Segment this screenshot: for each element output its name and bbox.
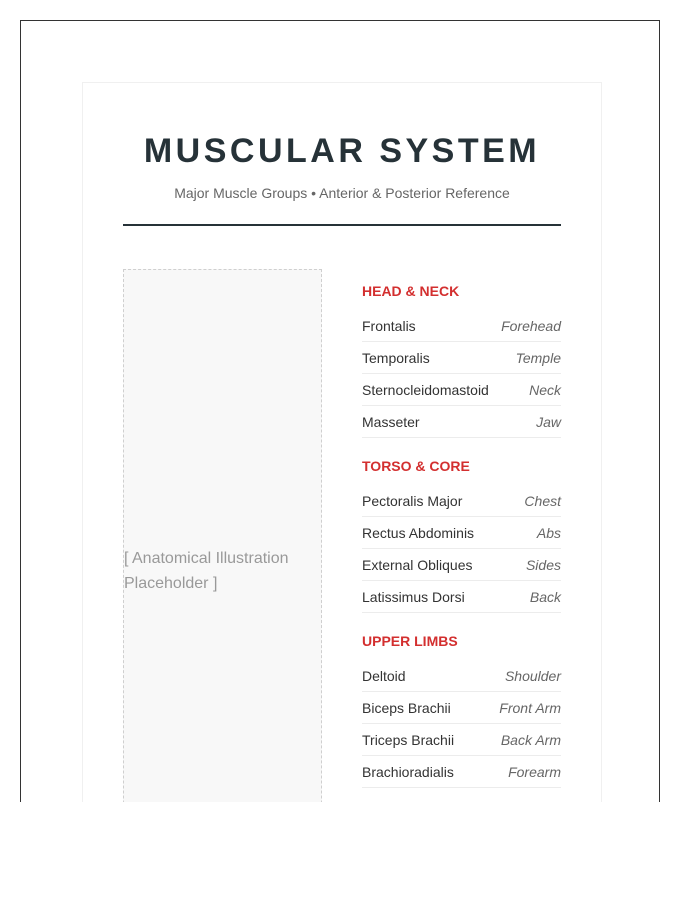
list-item	[362, 660, 561, 692]
page-title: MUSCULAR SYSTEM	[143, 132, 541, 170]
list-item	[362, 342, 561, 374]
list-item	[362, 406, 561, 438]
muscle-name: Latissimus Dorsi	[362, 588, 465, 605]
muscle-region: Back	[529, 588, 561, 605]
muscle-region: Sides	[525, 556, 561, 573]
list-item	[362, 549, 561, 581]
list-item	[362, 724, 561, 756]
header-divider	[123, 224, 561, 226]
muscle-name: Masseter	[362, 413, 420, 430]
section-torso-core	[362, 458, 561, 613]
muscle-name: Deltoid	[362, 667, 406, 684]
muscle-name: Frontalis	[362, 317, 416, 334]
muscle-name: Temporalis	[362, 349, 430, 366]
muscle-name: Sternocleidomastoid	[362, 381, 489, 398]
muscle-region: Back Arm	[500, 731, 561, 748]
section-title: HEAD & NECK	[362, 283, 460, 299]
muscle-name: Biceps Brachii	[362, 699, 451, 716]
muscle-region: Forearm	[508, 763, 561, 780]
list-item	[362, 374, 561, 406]
list-item	[362, 692, 561, 724]
muscle-name: Brachioradialis	[362, 763, 454, 780]
muscle-region: Neck	[529, 381, 561, 398]
section-upper-limbs	[362, 633, 561, 788]
muscle-name: External Obliques	[362, 556, 473, 573]
muscle-name: Rectus Abdominis	[362, 524, 475, 541]
section-title: UPPER LIMBS	[362, 633, 458, 649]
list-item	[362, 517, 561, 549]
muscle-region: Chest	[524, 492, 561, 509]
muscle-name: Pectoralis Major	[362, 492, 463, 509]
list-item	[362, 485, 561, 517]
muscle-name: Triceps Brachii	[362, 731, 455, 748]
muscle-region: Forehead	[501, 317, 561, 334]
muscle-region: Abs	[536, 524, 561, 541]
illustration-placeholder	[123, 269, 322, 802]
illustration-placeholder-text: [ Anatomical Illustration Placeholder ]	[124, 550, 289, 592]
section-head-neck	[362, 283, 561, 438]
page-subtitle: Major Muscle Groups • Anterior & Posterior Reference	[174, 185, 510, 201]
list-item	[362, 756, 561, 788]
card-header	[123, 83, 561, 226]
reference-card	[82, 82, 602, 802]
muscle-list	[362, 269, 561, 802]
muscle-region: Front Arm	[499, 699, 561, 716]
list-item	[362, 581, 561, 613]
section-title: TORSO & CORE	[362, 458, 470, 474]
list-item	[362, 310, 561, 342]
muscle-region: Temple	[515, 349, 561, 366]
muscle-region: Jaw	[536, 413, 561, 430]
page-frame	[20, 20, 660, 802]
muscle-region: Shoulder	[504, 667, 561, 684]
